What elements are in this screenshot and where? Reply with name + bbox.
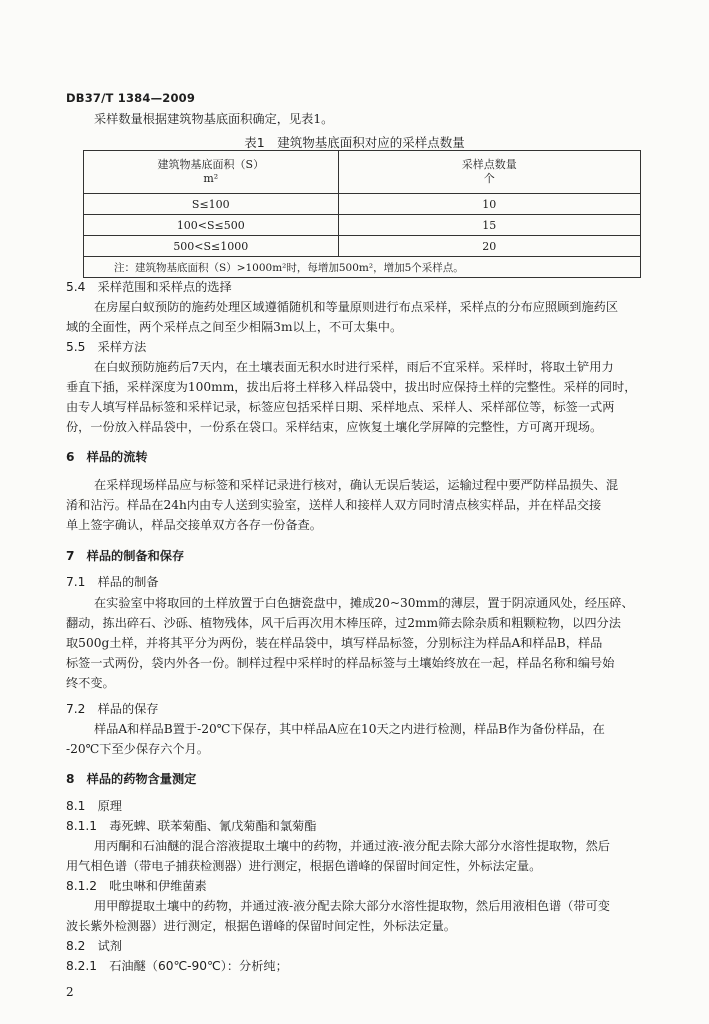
section-8-2-heading: 8.2 试剂 bbox=[66, 939, 122, 953]
table-cell-area: 500<S≤1000 bbox=[84, 236, 339, 257]
section-8-2-1-item: 8.2.1 石油醚（60℃-90℃）：分析纯； bbox=[66, 959, 288, 973]
table-cell-area: 100<S≤500 bbox=[84, 215, 339, 236]
section-7-1-line: 终不变。 bbox=[66, 676, 115, 690]
section-6-line: 单上签字确认，样品交接单双方各存一份备查。 bbox=[66, 518, 322, 532]
section-7-1-line: 在实验室中将取回的土样放置于白色搪瓷盘中，摊成20~30mm的薄层，置于阴凉通风处，经压碎、 bbox=[94, 596, 634, 610]
page-number: 2 bbox=[66, 985, 74, 999]
table-row bbox=[84, 194, 641, 215]
table1-note-row bbox=[84, 257, 641, 278]
table1-caption: 表1 建筑物基底面积对应的采样点数量 bbox=[244, 135, 465, 150]
section-6-line: 在采样现场样品应与标签和采样记录进行核对，确认无误后装运，运输过程中要严防样品损失、混 bbox=[94, 478, 619, 492]
table1-header-count: 采样点数量 个 bbox=[338, 151, 640, 194]
standard-number-header: DB37/T 1384—2009 bbox=[66, 91, 196, 105]
section-5-5-line: 份，一份放入样品袋中，一份系在袋口。采样结束，应恢复土壤化学屏障的完整性，方可离开现场。 bbox=[66, 420, 603, 434]
section-8-1-1-line: 用气相色谱（带电子捕获检测器）进行测定，根据色谱峰的保留时间定性，外标法定量。 bbox=[66, 859, 542, 873]
intro-paragraph: 采样数量根据建筑物基底面积确定，见表1。 bbox=[94, 112, 334, 126]
section-8-1-1-heading: 8.1.1 毒死蜱、联苯菊酯、氰戊菊酯和氯菊酯 bbox=[66, 819, 317, 833]
table-cell-count: 10 bbox=[338, 194, 640, 215]
table-row bbox=[84, 236, 641, 257]
section-5-4-line: 域的全面性，两个采样点之间至少相隔3m以上，不可太集中。 bbox=[66, 320, 403, 334]
table-cell-count: 15 bbox=[338, 215, 640, 236]
table-cell-area: S≤100 bbox=[84, 194, 339, 215]
section-7-1-heading: 7.1 样品的制备 bbox=[66, 575, 159, 589]
table1-header-area: 建筑物基底面积（S） m² bbox=[84, 151, 339, 194]
section-5-4-line: 在房屋白蚁预防的施药处理区域遵循随机和等量原则进行布点采样，采样点的分布应照顾到施药区 bbox=[94, 300, 619, 314]
section-7-heading: 7 样品的制备和保存 bbox=[66, 549, 185, 563]
section-6-line: 淆和沾污。样品在24h内由专人送到实验室，送样人和接样人双方同时清点核实样品，并在样品交接 bbox=[66, 498, 602, 512]
section-6-heading: 6 样品的流转 bbox=[66, 450, 148, 464]
section-7-1-line: 翻动，拣出碎石、沙砾、植物残体，风干后再次用木棒压碎，过2mm筛去除杂质和粗颗粒物，以四分法 bbox=[66, 616, 621, 630]
section-5-5-line: 垂直下插，采样深度为100mm，拔出后将土样移入样品袋中，拔出时应保持土样的完整性。采样的同时， bbox=[66, 380, 637, 394]
table1 bbox=[83, 150, 641, 278]
section-8-1-2-heading: 8.1.2 吡虫啉和伊维菌素 bbox=[66, 879, 207, 893]
section-8-heading: 8 样品的药物含量测定 bbox=[66, 772, 197, 786]
section-7-2-line: 样品A和样品B置于-20℃下保存，其中样品A应在10天之内进行检测，样品B作为备份样品，在 bbox=[94, 722, 605, 736]
section-5-5-heading: 5.5 采样方法 bbox=[66, 340, 147, 354]
section-8-1-2-line: 波长紫外检测器）进行测定，根据色谱峰的保留时间定性，外标法定量。 bbox=[66, 919, 456, 933]
section-7-1-line: 取500g土样，并将其平分为两份，装在样品袋中，填写样品标签，分别标注为样品A和样品B，样品 bbox=[66, 636, 603, 650]
table1-note: 注：建筑物基底面积（S）>1000m²时，每增加500m²，增加5个采样点。 bbox=[84, 257, 641, 278]
section-8-1-1-line: 用丙酮和石油醚的混合溶液提取土壤中的药物，并通过液-液分配去除大部分水溶性提取物，然后 bbox=[94, 839, 610, 853]
section-5-5-line: 在白蚁预防施药后7天内，在土壤表面无积水时进行采样，雨后不宜采样。采样时，将取土铲用力 bbox=[94, 360, 614, 374]
section-5-5-line: 由专人填写样品标签和采样记录，标签应包括采样日期、采样地点、采样人、采样部位等，标签一式两 bbox=[66, 400, 615, 414]
section-7-2-heading: 7.2 样品的保存 bbox=[66, 702, 159, 716]
section-7-1-line: 标签一式两份，袋内外各一份。制样过程中采样时的样品标签与土壤始终放在一起，样品名称和编号始 bbox=[66, 656, 615, 670]
table-cell-count: 20 bbox=[338, 236, 640, 257]
section-8-1-heading: 8.1 原理 bbox=[66, 799, 122, 813]
section-8-1-2-line: 用甲醇提取土壤中的药物，并通过液-液分配去除大部分水溶性提取物，然后用液相色谱（带可变 bbox=[94, 899, 610, 913]
table1-header-row bbox=[84, 151, 641, 194]
section-7-2-line: -20℃下至少保存六个月。 bbox=[66, 742, 209, 756]
section-5-4-heading: 5.4 采样范围和采样点的选择 bbox=[66, 280, 232, 294]
table-row bbox=[84, 215, 641, 236]
